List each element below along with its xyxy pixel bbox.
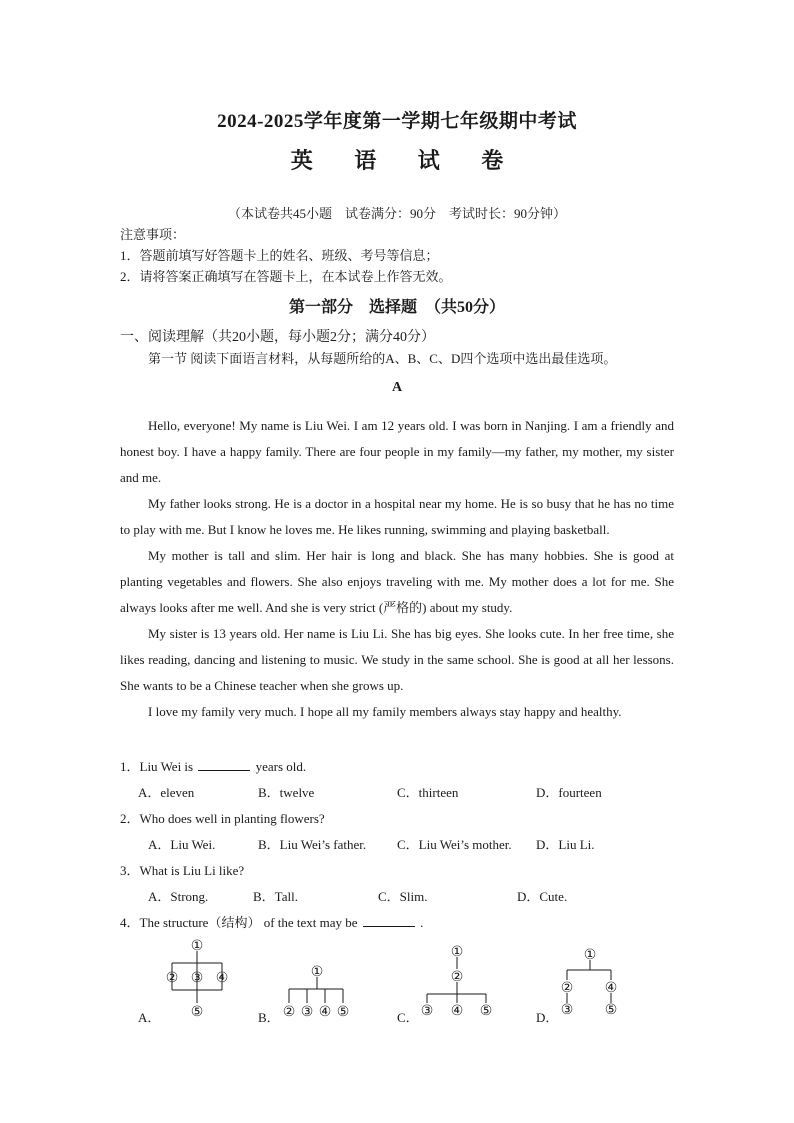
diagram-node: ③ [560,1002,574,1018]
passage-paragraph: My mother is tall and slim. Her hair is long and black. She has many hobbies. She is good at planting vegetables and flowers. She also enjoys traveling with me. My mother does a lot for me. She always looks after me well. And she is very strict (严格的) about my study. [120,548,674,615]
diagram-node: ② [450,969,464,985]
section-instruction: 第一节 阅读下面语言材料，从每题所给的A、B、C、D四个选项中选出最佳选项。 [148,351,617,366]
option-c[interactable]: C． [397,1010,419,1025]
diagram-node: ⑤ [479,1003,493,1019]
diagram-node: ⑤ [336,1004,350,1020]
diagram-node: ② [165,970,179,986]
option-d[interactable]: D．Cute. [517,889,568,904]
option-d[interactable]: D．Liu Li. [536,837,595,852]
option-b[interactable]: B．Tall. [253,889,298,904]
diagram-node: ③ [300,1004,314,1020]
option-b[interactable]: B．twelve [258,785,315,800]
question-3-stem: 3．What is Liu Li like? [120,863,245,878]
diagram-node: ① [583,947,597,963]
option-a[interactable]: A．Liu Wei. [148,837,216,852]
notes-heading: 注意事项： [120,227,186,242]
diagram-node: ① [450,944,464,960]
option-a[interactable]: A．Strong. [148,889,209,904]
option-d[interactable]: D． [536,1010,559,1025]
diagram-node: ④ [318,1004,332,1020]
question-stem-text: 4．The structure（结构） of the text may be [120,915,358,930]
option-c[interactable]: C．Liu Wei’s mother. [397,837,512,852]
question-stem-text: years old. [255,759,307,774]
diagram-node: ② [282,1004,296,1020]
passage-paragraph: My sister is 13 years old. Her name is Liu Li. She has big eyes. She looks cute. In her free time, she likes reading, dancing and listening to music. We study in the same school. She is good at all her lessons. She wants to be a Chinese teacher when she grows up. [120,626,674,693]
diagram-node: ⑤ [604,1002,618,1018]
question-2-stem: 2．Who does well in planting flowers? [120,811,325,826]
option-c[interactable]: C．thirteen [397,785,459,800]
option-a[interactable]: A．eleven [138,785,195,800]
option-b[interactable]: B． [258,1010,280,1025]
passage-paragraph: My father looks strong. He is a doctor in a hospital near my home. He is so busy that he has no time to play with me. But I know he loves me. He likes running, swimming and playing basketball. [120,496,674,537]
option-c[interactable]: C．Slim. [378,889,428,904]
diagram-node: ④ [215,970,229,986]
question-stem-text: 1．Liu Wei is [120,759,194,774]
diagram-node: ④ [450,1003,464,1019]
question-stem-text: . [420,915,424,930]
part-title: 第一部分 选择题 （共50分） [288,299,505,316]
passage-paragraph: Hello, everyone! My name is Liu Wei. I am 12 years old. I was born in Nanjing. I am a friendly and honest boy. I have a happy family. There are four people in my family—my father, my mother, my sister and me. [120,418,674,485]
option-d[interactable]: D．fourteen [536,785,602,800]
option-b[interactable]: B．Liu Wei’s father. [258,837,367,852]
passage-paragraph: I love my family very much. I hope all my family members always stay happy and healthy. [148,704,622,719]
section-heading: 一、阅读理解（共20小题，每小题2分；满分40分） [120,330,435,345]
exam-info: （本试卷共45小题 试卷满分：90分 考试时长：90分钟） [227,206,566,221]
diagram-node: ① [310,964,324,980]
diagram-node: ③ [190,970,204,986]
passage-label: A [391,380,403,395]
diagram-node: ⑤ [190,1004,204,1020]
note-item: 2．请将答案正确填写在答题卡上，在本试卷上作答无效。 [120,269,452,284]
option-a[interactable]: A． [138,1010,161,1025]
exam-title: 2024-2025学年度第一学期七年级期中考试 [217,111,577,132]
diagram-node: ① [190,938,204,954]
exam-subtitle: 英 语 试 卷 [290,148,522,173]
diagram-node: ② [560,980,574,996]
diagram-node: ④ [604,980,618,996]
diagram-node: ③ [420,1003,434,1019]
note-item: 1．答题前填写好答题卡上的姓名、班级、考号等信息； [120,248,439,263]
